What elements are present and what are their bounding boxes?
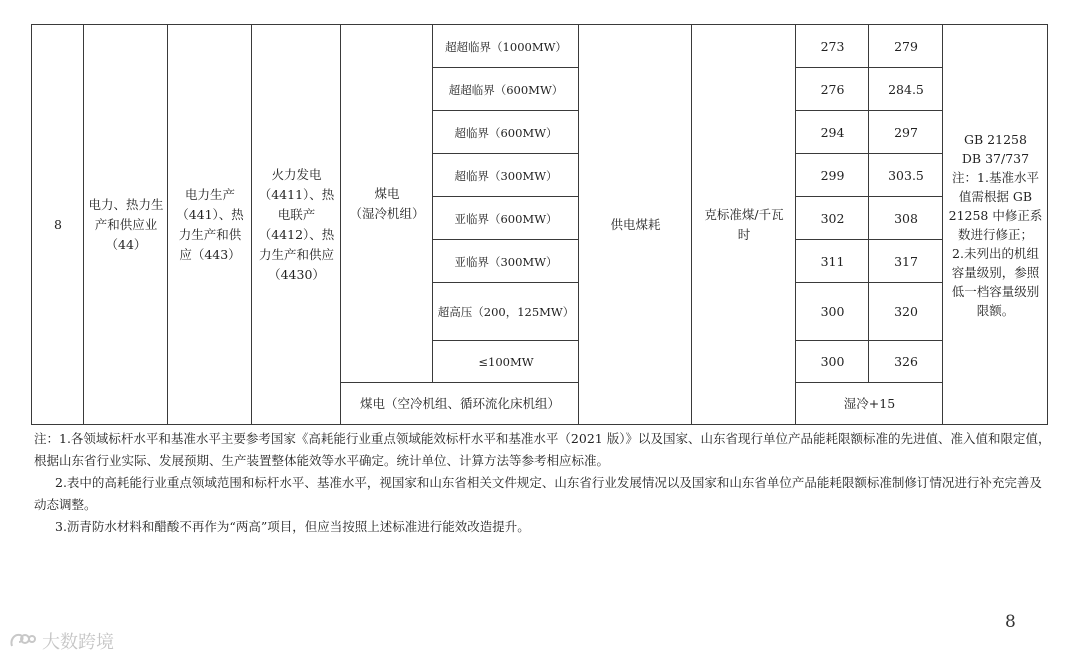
- baseline-value: 317: [894, 253, 918, 269]
- watermark: [8, 628, 114, 654]
- footnote-2: 2.表中的高耗能行业重点领域范围和标杆水平、基准水平，视国家和山东省相关文件规定、山东省行业发展情况以及国家和山东省单位产品能耗限额标准制修订情况进行补充完善及动态调整。: [34, 475, 1042, 512]
- watermark-logo-icon: [8, 630, 36, 652]
- benchmark-value: 302: [820, 210, 845, 226]
- baseline-value: 297: [894, 124, 918, 140]
- product-air-cooled: 煤电（空冷机组、循环流化床机组）: [359, 396, 560, 411]
- benchmark-value: 300: [820, 354, 845, 369]
- baseline-value: 308: [894, 210, 918, 226]
- grade-cell: 超临界（300MW）: [454, 168, 558, 183]
- grade-cell: 超超临界（1000MW）: [445, 39, 567, 54]
- grade-cell: 超临界（600MW）: [454, 125, 558, 140]
- benchmark-value: 311: [820, 253, 845, 269]
- footnote-1: 注：1.各领域标杆水平和基准水平主要参考国家《高耗能行业重点领域能效标杆水平和基准水平（2021 版）》以及国家、山东省现行单位产品能耗限额标准的先进值、准入值和限定值，根据山东省行业实际、发展预期、生产装置整体能效等水平确定。统计单位、计算方法等参考相应标准。: [34, 431, 1051, 468]
- benchmark-value: 273: [820, 38, 845, 54]
- benchmark-value: 294: [820, 124, 845, 140]
- grade-cell: 超高压（200，125MW）: [437, 305, 575, 319]
- footnotes: [34, 428, 1052, 538]
- grade-cell: 亚临界（300MW）: [454, 254, 558, 269]
- subindustry-cell: 电力生产 （441）、热 力生产和供 应（443）: [176, 187, 244, 262]
- page-number: 8: [1005, 612, 1016, 632]
- benchmark-value: 276: [820, 81, 845, 97]
- baseline-value: 320: [894, 304, 918, 319]
- baseline-value: 279: [894, 38, 918, 54]
- baseline-value: 303.5: [888, 167, 924, 183]
- seq-number: 8: [54, 217, 62, 232]
- indicator-cell: 供电煤耗: [610, 217, 661, 232]
- grade-cell: ≤100MW: [478, 355, 534, 369]
- baseline-value: 326: [894, 354, 918, 369]
- category-cell: 火力发电 （4411）、热 电联产 （4412）、热 力生产和供应 （4430）: [258, 167, 335, 282]
- unit-cell: 克标准煤/千瓦 时: [704, 207, 784, 242]
- reference-cell: GB 21258 DB 37/737 注：1.基准水平 值需根据 GB 21258 中修正系 数进行修正； 2.未列出的机组 容量级别，参照 低一档容量级别 限额。: [948, 132, 1043, 318]
- benchmark-value: 299: [820, 167, 845, 183]
- footnote-3: 3.沥青防水材料和醋酸不再作为“两高”项目，但应当按照上述标准进行能效改造提升。: [55, 519, 530, 534]
- air-cooled-value: 湿冷+15: [843, 396, 896, 411]
- watermark-text: 大数跨境: [42, 632, 114, 653]
- benchmark-value: 300: [820, 304, 845, 319]
- grade-cell: 超超临界（600MW）: [448, 82, 564, 97]
- grade-cell: 亚临界（600MW）: [454, 211, 558, 226]
- product-water-cooled: 煤电 （湿冷机组）: [349, 186, 425, 221]
- industry-cell: 电力、热力生 产和供应业 （44）: [88, 197, 164, 252]
- baseline-value: 284.5: [888, 81, 924, 97]
